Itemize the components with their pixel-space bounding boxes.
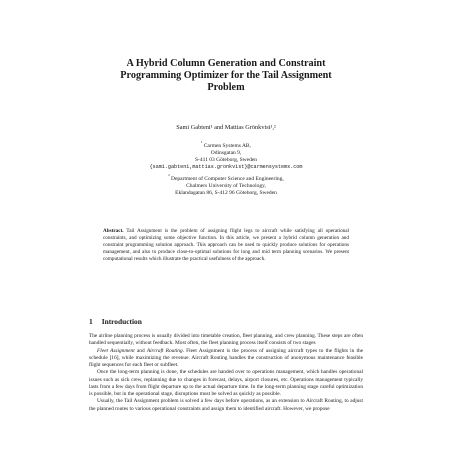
author-emails[interactable]: {sami.gabteni,mattias.gronkvist}@carmensystems.com (149, 164, 303, 171)
affiliation-1-line-1 (60, 139, 392, 150)
affiliation-1-marker: ¹ (201, 140, 203, 145)
affiliation-2-marker: ² (168, 172, 170, 178)
affiliation-2-line-2: Chalmers University of Technology, (186, 182, 266, 189)
term-aircraft-routing: Aircraft Routing (146, 347, 183, 354)
introduction-body (89, 333, 363, 413)
paragraph-2 (89, 348, 363, 370)
paragraph-2-and: and (134, 347, 147, 354)
paper-title (60, 58, 392, 95)
affiliations (60, 139, 392, 197)
title-line-1: A Hybrid Column Generation and Constraint (126, 58, 326, 69)
affiliation-2-line-1 (60, 172, 392, 183)
paragraph-2-rest: . Fleet Assignment is the process of assigning aircraft types to the flights in the schedule [16], while maximizing the revenue. Aircraft Routing handles the construction of anonymous maintenance feasible flight sequences for each fleet or subfleet. (89, 347, 364, 368)
section-heading (89, 317, 142, 326)
abstract (103, 228, 349, 263)
paragraph-1: The airline planning process is usually divided into timetable creation, fleet planning, and crew planning. These steps are often handled sequentially, without feedback. Most often, the fleet planning process itself consists of two stages (89, 333, 363, 347)
title-line-3: Problem (207, 82, 245, 94)
section-title: Introduction (101, 317, 142, 326)
affiliation-1-name: Carmen Systems AB, (203, 142, 251, 149)
affiliation-2-name: Department of Computer Science and Engineering, (171, 175, 284, 182)
abstract-label: Abstract. (103, 228, 124, 234)
affiliation-2-line-3: Eklandagatan 86, S-412 96 Göteborg, Sweden (175, 189, 277, 196)
section-number: 1 (89, 317, 93, 326)
affiliation-1-line-3: S-411 03 Göteborg, Sweden (194, 157, 258, 164)
title-line-2: Programming Optimizer for the Tail Assignment (120, 70, 332, 82)
abstract-text: Tail Assignment is the problem of assigning flight legs to aircraft while satisfying all operational constraints, and optimizing some objective function. In this article, we present a hybrid column generation and constraint programming solution approach. This approach can be used to quickly produce solutions for operations management, and also to produce close-to-optimal solutions for long and mid term planning scenarios. We present computational results which illustrate the practical usefulness of the approach. (103, 228, 350, 262)
author-list: Sami Gabteni¹ and Mattias Grönkvist¹,² (176, 124, 276, 131)
term-fleet-assignment: Fleet Assignment (97, 347, 135, 354)
paragraph-4: Usually, the Tail Assignment problem is solved a few days before operations, as an extension to Aircraft Routing, to adjust the planned routes to various operational constraints and assign them to identified aircraft. However, we propose (89, 398, 363, 412)
affiliation-1-line-2: Odinsgatan 9, (210, 150, 242, 157)
paragraph-3: Once the long-term planning is done, the schedules are handed over to operations management, which handles operational issues such as sick crew, replanning due to changes in forecast, delays, airport closures, etc. Operations management typically lasts from a few days from flight departure up to the actual departure time. In the long-term planning stage careful optimization is possible, but in the operational stage, disruptions must be solved as quickly as possible. (89, 369, 363, 397)
